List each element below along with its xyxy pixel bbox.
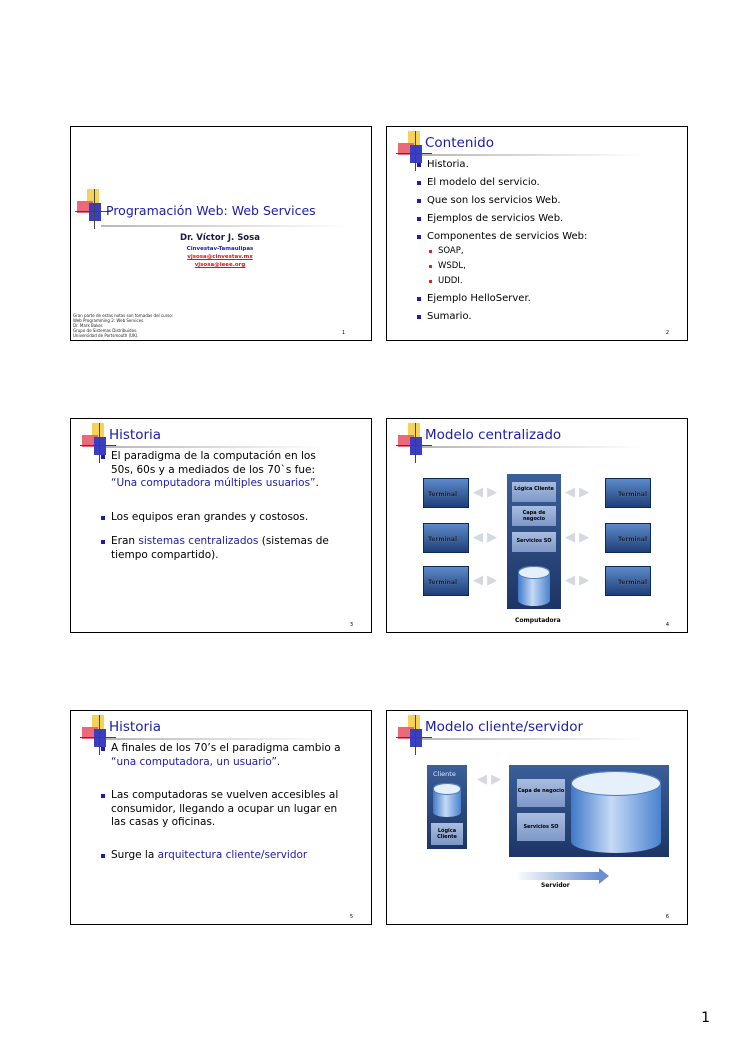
list-item: Las computadoras se vuelven accesibles al consumidor, llegando a ocupar un lugar en las casas y oficinas. xyxy=(99,789,349,830)
sub-list xyxy=(427,246,587,287)
layer-os-services: Servicios SO xyxy=(512,532,556,552)
server-box xyxy=(509,765,669,857)
slide-3 xyxy=(70,418,372,633)
list-item: Ejemplo HelloServer. xyxy=(415,292,587,305)
title-divider xyxy=(422,154,642,156)
list-item: Ejemplos de servicios Web. xyxy=(415,212,587,225)
list-item: Componentes de servicios Web: SOAP, WSDL, UDDI. xyxy=(415,230,587,287)
author-name: Dr. Víctor J. Sosa xyxy=(180,233,260,243)
contents-list xyxy=(415,158,587,328)
database-icon xyxy=(571,771,661,853)
slide-number: 3 xyxy=(349,622,353,628)
slide-6 xyxy=(386,710,688,925)
slide-title: Historia xyxy=(109,719,162,735)
double-arrow-icon: ◀ ▶ xyxy=(473,485,498,500)
list-item: El modelo del servicio. xyxy=(415,176,587,189)
computer-box xyxy=(507,474,561,609)
diagram-caption: Computadora xyxy=(515,617,561,624)
double-arrow-icon: ◀ ▶ xyxy=(565,530,590,545)
list-item: Historia. xyxy=(415,158,587,171)
sub-list-item: WSDL, xyxy=(427,261,587,272)
terminal-box: Terminal xyxy=(605,523,651,553)
sub-list-item: SOAP, xyxy=(427,246,587,257)
slide-title: Modelo centralizado xyxy=(425,427,562,443)
terminal-box: Terminal xyxy=(423,566,469,596)
list-item: Sumario. xyxy=(415,310,587,323)
terminal-box: Terminal xyxy=(605,566,651,596)
author-institution: Cinvestav-Tamaulipas xyxy=(186,246,254,252)
double-arrow-icon: ◀ ▶ xyxy=(473,530,498,545)
slide-2 xyxy=(386,126,688,341)
database-icon xyxy=(433,783,461,817)
slide-title: Historia xyxy=(109,427,162,443)
slide-5 xyxy=(70,710,372,925)
arrowhead-icon xyxy=(599,868,609,884)
page-number: 1 xyxy=(701,1010,710,1026)
client-box xyxy=(427,765,467,849)
sub-list-item: UDDI. xyxy=(427,276,587,287)
slide-title: Programación Web: Web Services xyxy=(106,203,316,218)
list-item: Eran sistemas centralizados (sistemas de tiempo compartido). xyxy=(99,535,339,562)
slide-number: 6 xyxy=(665,914,669,920)
layer-client-logic: Lógica Cliente xyxy=(512,482,556,502)
slide-title: Modelo cliente/servidor xyxy=(425,719,584,735)
list-item: Que son los servicios Web. xyxy=(415,194,587,207)
terminal-box: Terminal xyxy=(423,523,469,553)
terminal-box: Terminal xyxy=(423,478,469,508)
slide-4 xyxy=(386,418,688,633)
layer-business: Capa de negocio xyxy=(517,779,565,807)
double-arrow-icon: ◀ ▶ xyxy=(565,573,590,588)
slide-number: 5 xyxy=(349,914,353,920)
bullet-list xyxy=(99,742,349,871)
slide-1 xyxy=(70,126,372,341)
author-email[interactable]: vjsosa@cinvestav.mx xyxy=(187,254,253,260)
diagram-caption: Servidor xyxy=(541,882,570,889)
title-divider xyxy=(422,738,642,740)
title-divider xyxy=(422,446,642,448)
slide-footnote: Gran parte de estas notas son tomadas del curso: Web Programming 2: Web Services. Dr. Mark Baker. Grupo de Sistemas Distribuidos. Universidad de Portsmouth (UK). xyxy=(73,313,174,338)
list-item: Surge la arquitectura cliente/servidor xyxy=(99,849,349,863)
bullet-list xyxy=(99,450,339,571)
database-icon xyxy=(518,566,550,606)
layer-client-logic: Lógica Cliente xyxy=(431,823,463,845)
server-arrow-icon xyxy=(515,872,599,880)
author-email[interactable]: vjsosa@ieee.org xyxy=(194,262,246,268)
layer-business: Capa de negocio xyxy=(512,506,556,526)
slide-number: 1 xyxy=(341,330,345,336)
slide-title: Contenido xyxy=(425,135,494,151)
slide-number: 4 xyxy=(665,622,669,628)
list-item: A finales de los 70’s el paradigma cambio a “una computadora, un usuario”. xyxy=(99,742,349,769)
double-arrow-icon: ◀ ▶ xyxy=(477,772,502,787)
client-label: Cliente xyxy=(433,770,456,778)
title-divider xyxy=(106,446,326,448)
title-divider xyxy=(106,738,326,740)
title-divider xyxy=(101,225,351,227)
double-arrow-icon: ◀ ▶ xyxy=(473,573,498,588)
list-item: El paradigma de la computación en los 50s, 60s y a mediados de los 70`s fue: “Una computadora múltiples usuarios”. xyxy=(99,450,339,491)
list-item: Los equipos eran grandes y costosos. xyxy=(99,511,339,525)
double-arrow-icon: ◀ ▶ xyxy=(565,485,590,500)
slide-number: 2 xyxy=(665,330,669,336)
terminal-box: Terminal xyxy=(605,478,651,508)
layer-os-services: Servicios SO xyxy=(517,813,565,841)
